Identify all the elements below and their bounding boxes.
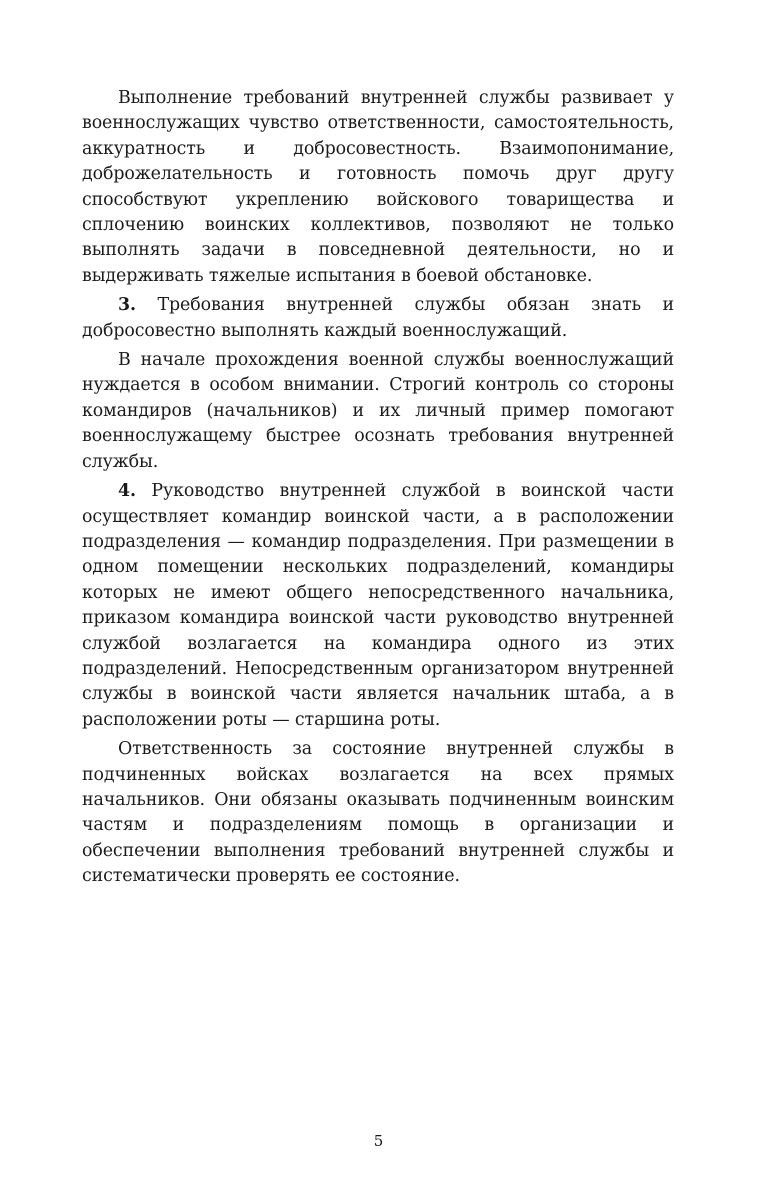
paragraph-text: Требования внутренней службы обязан знать и добросовестно выполнять каждый военнослужащий. bbox=[82, 295, 674, 341]
paragraph-commanders-responsibility bbox=[82, 737, 674, 889]
text-column bbox=[82, 86, 674, 894]
paragraph-item-3 bbox=[82, 293, 674, 344]
paragraph-text: Выполнение требований внутренней службы развивает у военнослужащих чувство ответственности, самостоятельность, аккуратность и добросовестность. Взаимопонимание, доброжелательность и готовность помочь друг другу способствуют укреплению войскового товарищества и сплочению воинских коллективов, позволяют не только выполнять задачи в повседневной деятельности, но и выдерживать тяжелые испытания в боевой обстановке. bbox=[82, 88, 674, 286]
paragraph-text: Руководство внутренней службой в воинской части осуществляет командир воинской части, а в расположении подразделения — командир подразделения. При размещении в одном помещении нескольких подразделений, командиры которых не имеют общего непосредственного начальника, приказом командира воинской части руководство внутренней службой возлагается на командира одного из этих подразделений. Непосредственным организатором внутренней службы в воинской части является начальник штаба, а в расположении роты — старшина роты. bbox=[82, 481, 675, 730]
page-number: 5 bbox=[373, 1132, 384, 1150]
paragraph-responsibility-development bbox=[82, 86, 674, 289]
paragraph-new-servicemen bbox=[82, 348, 674, 475]
paragraph-number: 4. bbox=[118, 481, 136, 502]
paragraph-item-4 bbox=[82, 479, 674, 733]
paragraph-text: Ответственность за состояние внутренней службы в подчиненных войсках возлагается на всех прямых начальников. Они обязаны оказывать подчиненным воинским частям и подразделениям помощь в организации и обеспечении выполнения требований внутренней службы и систематически проверять ее состояние. bbox=[82, 739, 674, 887]
paragraph-text: В начале прохождения военной службы военнослужащий нуждается в особом внимании. Строгий контроль со стороны командиров (начальников) и их личный пример помогают военнослужащему быстрее осознать требования внутренней службы. bbox=[82, 350, 674, 472]
paragraph-number: 3. bbox=[118, 295, 136, 316]
